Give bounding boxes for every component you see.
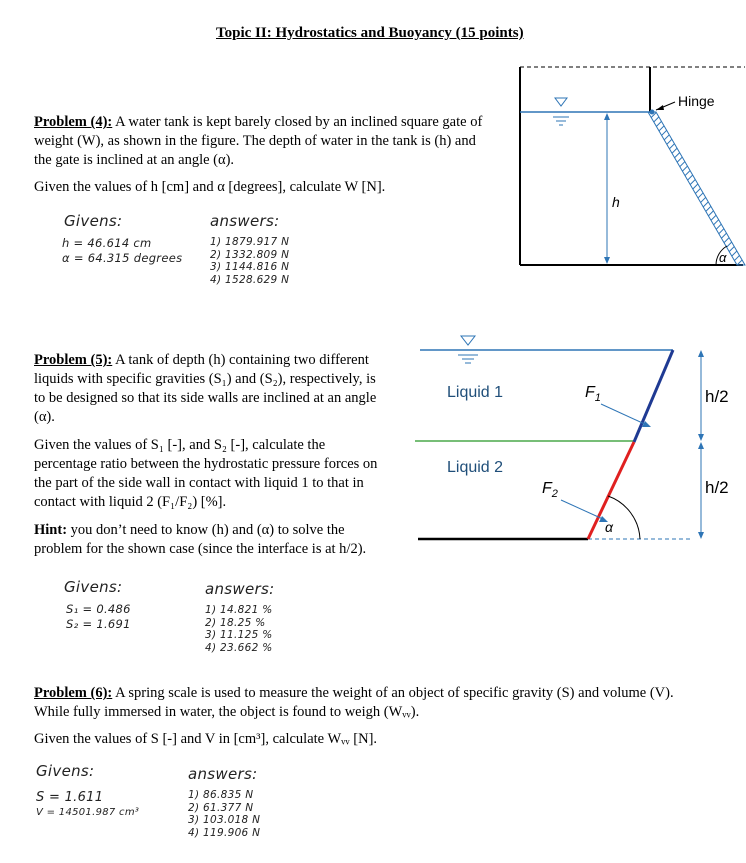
hinge-label: Hinge <box>678 93 715 109</box>
given-value: S = 1.611 <box>36 790 104 805</box>
problem-5-given-line: the part of the side wall in contact with liquid 1 to that in <box>34 475 364 491</box>
problem-5-figure <box>415 330 746 550</box>
problem-6-givens-title: Givens: <box>36 762 95 780</box>
arrow-up-icon <box>698 350 704 357</box>
hint-label: Hint: <box>34 522 68 538</box>
angle-label: α <box>719 250 727 265</box>
problem-4-line: weight (W), as shown in the figure. The depth of water in the tank is (h) and <box>34 133 476 149</box>
answer-option: 4) 23.662 % <box>205 641 273 654</box>
half-depth-lower-label: h/2 <box>705 478 729 497</box>
given-value: S₂ = 1.691 <box>66 616 131 631</box>
problem-6-answers-title: answers: <box>188 765 258 783</box>
arrow-up-icon <box>604 113 610 120</box>
answer-option: 1) 1879.917 N <box>210 236 290 248</box>
given-value: V = 14501.987 cm³ <box>36 807 140 818</box>
answer-option: 2) 1332.809 N <box>210 248 290 261</box>
problem-4-answers <box>210 236 289 286</box>
problem-6-label: Problem (6): <box>34 685 113 701</box>
given-value: α = 64.315 degrees <box>62 250 183 265</box>
given-value: S₁ = 0.486 <box>66 602 131 616</box>
problem-4-answers-title: answers: <box>210 212 280 230</box>
problem-5-line: A tank of depth (h) containing two different <box>112 352 369 368</box>
liquid-1-label: Liquid 1 <box>447 384 504 401</box>
page-title: Topic II: Hydrostatics and Buoyancy (15 points) <box>216 25 524 41</box>
given-value: h = 46.614 cm <box>62 236 152 250</box>
hinge-arrowhead-icon <box>656 105 664 110</box>
angle-label: α <box>605 519 613 535</box>
hint-line: you don’t need to know (h) and (α) to solve the <box>67 522 345 538</box>
answer-option: 1) 86.835 N <box>188 789 254 801</box>
problem-4-given-line: Given the values of h [cm] and α [degrees], calculate W [N]. <box>34 179 386 195</box>
problem-4-line: A water tank is kept barely closed by an inclined square gate of <box>112 114 483 130</box>
problem-5-answers-title: answers: <box>205 580 275 598</box>
force-2-arrow <box>561 500 605 520</box>
answer-option: 4) 1528.629 N <box>210 273 290 286</box>
problem-4-line: the gate is inclined at an angle (α). <box>34 152 235 168</box>
force-1-label: $F_1$ <box>585 384 601 404</box>
arrow-down-icon <box>604 257 610 264</box>
problem-5-given-line: Given the values of S₁ [-], and S₂ [-], calculate the <box>34 437 326 453</box>
problem-6-line: A spring scale is used to measure the weight of an object of specific gravity (S) and volume (V). <box>112 685 674 701</box>
problem-5-line: to be designed so that its side walls are inclined at an angle <box>34 390 377 406</box>
answer-option: 3) 1144.816 N <box>210 261 290 273</box>
problem-5-line: liquids with specific gravities (S₁) and (S₂), respectively, is <box>34 371 376 387</box>
problem-6-line: While fully immersed in water, the object is found to weigh (Wᵥᵥ). <box>34 704 420 720</box>
problem-5-given-line: contact with liquid 2 (F₁/F₂) [%]. <box>34 494 227 510</box>
liquid-2-label: Liquid 2 <box>447 459 504 476</box>
problem-5-label: Problem (5): <box>34 352 113 368</box>
arrow-up-icon <box>698 442 704 449</box>
problem-5-text <box>34 351 404 427</box>
answer-option: 4) 119.906 N <box>188 826 261 839</box>
problem-4-label: Problem (4): <box>34 114 113 130</box>
hint-line: problem for the shown case (since the interface is at h/2). <box>34 541 367 557</box>
problem-6-given-line: Given the values of S [-] and V in [cm³], calculate Wᵥᵥ [N]. <box>34 731 378 747</box>
problem-5-givens <box>66 602 131 631</box>
problem-4-figure <box>515 55 746 275</box>
problem-5-answers <box>205 604 272 654</box>
problem-4-text <box>34 113 504 170</box>
problem-6-text <box>34 684 734 722</box>
answer-option: 3) 103.018 N <box>188 814 261 826</box>
problem-6-answers <box>188 789 260 839</box>
answer-option: 1) 14.821 % <box>205 604 273 616</box>
answer-option: 3) 11.125 % <box>205 629 273 641</box>
force-1-arrow <box>601 404 649 426</box>
problem-6-givens <box>36 788 139 820</box>
wall-upper-segment <box>634 350 673 442</box>
problem-4-givens-title: Givens: <box>64 212 123 230</box>
inclined-gate <box>648 112 745 265</box>
answer-option: 2) 18.25 % <box>205 616 266 629</box>
problem-5-givens-title: Givens: <box>64 578 123 596</box>
half-depth-upper-label: h/2 <box>705 387 729 406</box>
problem-4-givens <box>62 236 182 265</box>
problem-5-given-text <box>34 436 404 512</box>
problem-5-line: (α). <box>34 409 55 425</box>
arrow-down-icon <box>698 434 704 441</box>
arrow-down-icon <box>698 532 704 539</box>
answer-option: 2) 61.377 N <box>188 801 254 814</box>
problem-5-given-line: percentage ratio between the hydrostatic pressure forces on <box>34 456 378 472</box>
problem-5-hint <box>34 521 404 559</box>
force-2-label: $F_2$ <box>542 480 558 500</box>
hinge-icon <box>650 110 655 115</box>
depth-label: h <box>612 194 620 210</box>
